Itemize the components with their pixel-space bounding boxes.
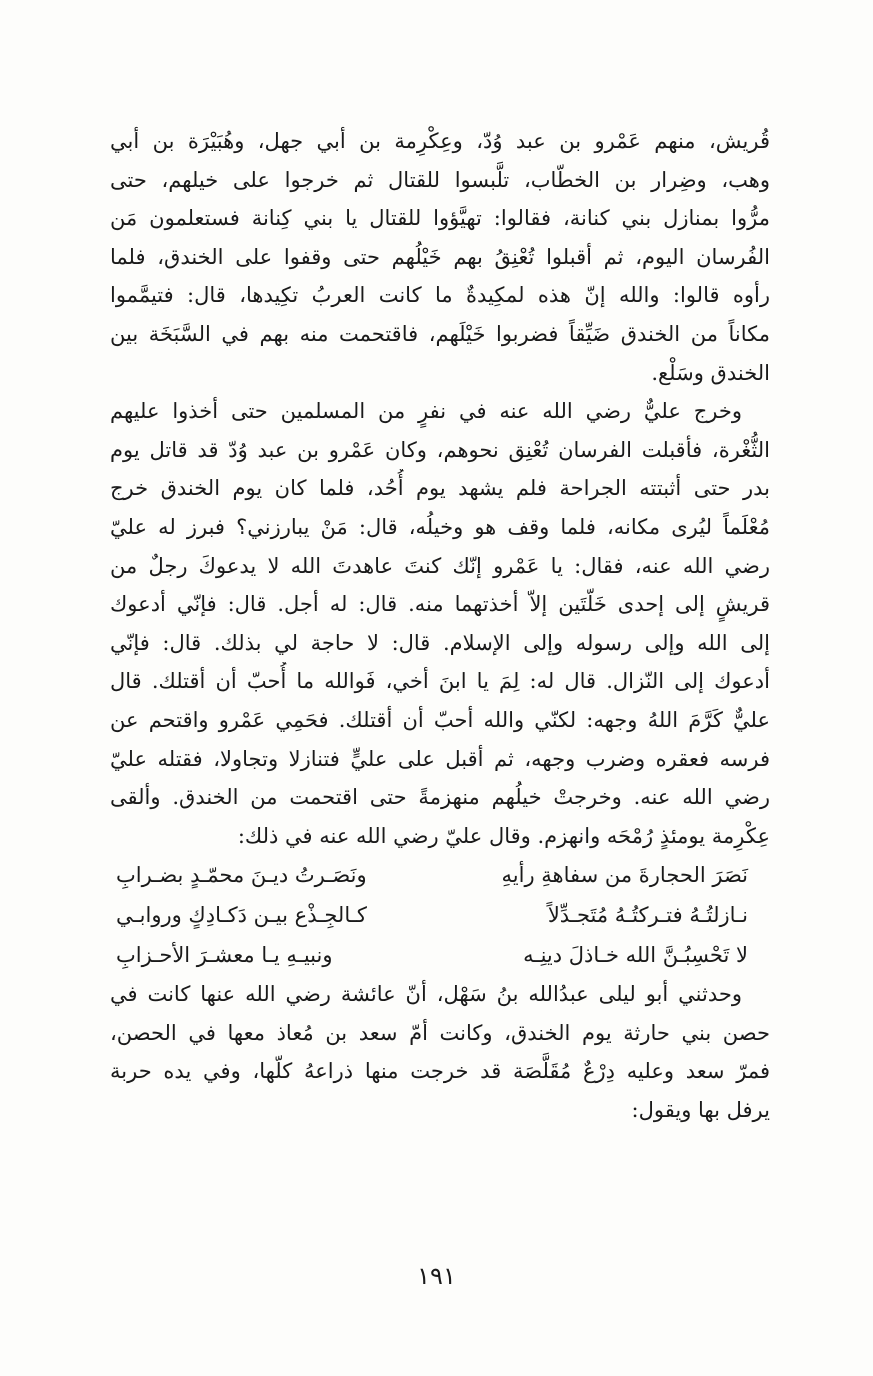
text-line: بدر حتى أثبتته الجراحة فلم يشهد يوم أُحُد، فلما كان يوم الخندق خرج [110, 476, 770, 501]
verse-line [110, 855, 770, 895]
verse-second-hemistich: ونبيـهِ يـا معشـرَ الأحـزابِ [116, 943, 333, 968]
text-line: رضي الله عنه. وخرجتْ خيلُهم منهزمةً حتى اقتحمت من الخندق. وألقى [110, 785, 770, 810]
page-number: ١٩١ [417, 1262, 456, 1290]
paragraph-1 [110, 122, 770, 392]
text-line: قُريش، منهم عَمْرو بن عبد وُدّ، وعِكْرِمة بن أبي جهل، وهُبَيْرَة بن أبي [110, 129, 770, 153]
text-line: الثُّغْرة، فأقبلت الفرسان تُعْنِق نحوهم، وكان عَمْرو بن عبد وُدّ قد قاتل يوم [110, 437, 770, 462]
text-line: عليٌّ كَرَّمَ اللهُ وجهه: لكنّي والله أحبّ أن أقتلك. فحَمِي عَمْرو واقتحم عن [110, 707, 770, 732]
paragraph-2 [110, 392, 770, 855]
text-line: الخندق وسَلْع. [651, 360, 770, 385]
text-line: فرسه فعقره وضرب وجهه، ثم أقبل على عليٍّ فتنازلا وتجاولا، فقتله عليّ [110, 746, 770, 771]
text-line: يرفل بها ويقول: [631, 1098, 770, 1123]
text-line: وهب، وضِرار بن الخطّاب، تلَّبسوا للقتال ثم خرجوا على خيلهم، حتى [110, 167, 770, 192]
text-line: قريشٍ إلى إحدى خَلّتَين إلاّ أخذتهما منه. قال: له أجل. قال: فإنّي أدعوك [110, 592, 770, 617]
text-line: فمرّ سعد وعليه دِرْعٌ مُقَلَّصَة قد خرجت منها ذراعهُ كلّها، وفي يده حربة [110, 1059, 770, 1084]
paragraph-3 [110, 975, 770, 1129]
text-line: الفُرسان اليوم، ثم أقبلوا تُعْنِقُ بهم خَيْلُهم حتى وقفوا على الخندق، فلما [110, 244, 770, 269]
verse-line [110, 895, 770, 935]
text-line: مرُّوا بمنازل بني كنانة، فقالوا: تهيَّؤوا للقتال يا بني كِنانة فستعلمون مَن [110, 206, 770, 231]
verse-first-hemistich: نَصَرَ الحجارةَ من سفاهةِ رأيهِ [501, 863, 748, 888]
verse-first-hemistich: لا تَحْسِبُـنَّ الله خـاذلَ دينِـه [523, 943, 748, 968]
text-line: إلى الله وإلى رسوله وإلى الإسلام. قال: لا حاجة لي بذلك. قال: فإنّي [110, 630, 770, 655]
verse-second-hemistich: كـالجِـذْع بيـن دَكـادِكٍ وروابـي [116, 903, 367, 928]
text-line: أدعوك إلى النّزال. قال له: لِمَ يا ابنَ أخي، فَوالله ما أُحبّ أن أقتلك. قال [110, 669, 770, 694]
page-text [110, 122, 770, 1130]
text-line: حصن بني حارثة يوم الخندق، وكانت أمّ سعد بن مُعاذ معها في الحصن، [110, 1020, 770, 1045]
text-line: عِكْرِمة يومئذٍ رُمْحَه وانهزم. وقال عليّ رضي الله عنه في ذلك: [237, 823, 770, 848]
verse-first-hemistich: نـازلتُـهُ فتـركتُـهُ مُتَجـدِّلاً [547, 903, 748, 928]
text-line: مكاناً من الخندق ضَيِّقاً فضربوا خَيْلَهم، فاقتحمت منه بهم في السَّبَخَة بين [110, 321, 770, 346]
verse-line [110, 935, 770, 975]
text-line: رأوه قالوا: والله إنّ هذه لمكِيدةٌ ما كانت العربُ تكِيدها، قال: فتيمَّموا [110, 283, 770, 308]
poem [110, 855, 770, 975]
text-line: وحدثني أبو ليلى عبدُالله بنُ سَهْل، أنّ عائشة رضي الله عنها كانت في [110, 982, 742, 1007]
verse-second-hemistich: ونَصَـرتُ ديـنَ محمّـدٍ بضـرابِ [116, 863, 367, 888]
text-line: وخرج عليٌّ رضي الله عنه في نفرٍ من المسلمين حتى أخذوا عليهم [110, 399, 742, 424]
text-line: رضي الله عنه، فقال: يا عَمْرو إنّك كنتَ عاهدتَ الله لا يدعوكَ رجلٌ من [110, 553, 770, 578]
text-line: مُعْلَماً ليُرى مكانه، فلما وقف هو وخيلُه، قال: مَنْ يبارزني؟ فبرز له عليّ [110, 514, 770, 539]
